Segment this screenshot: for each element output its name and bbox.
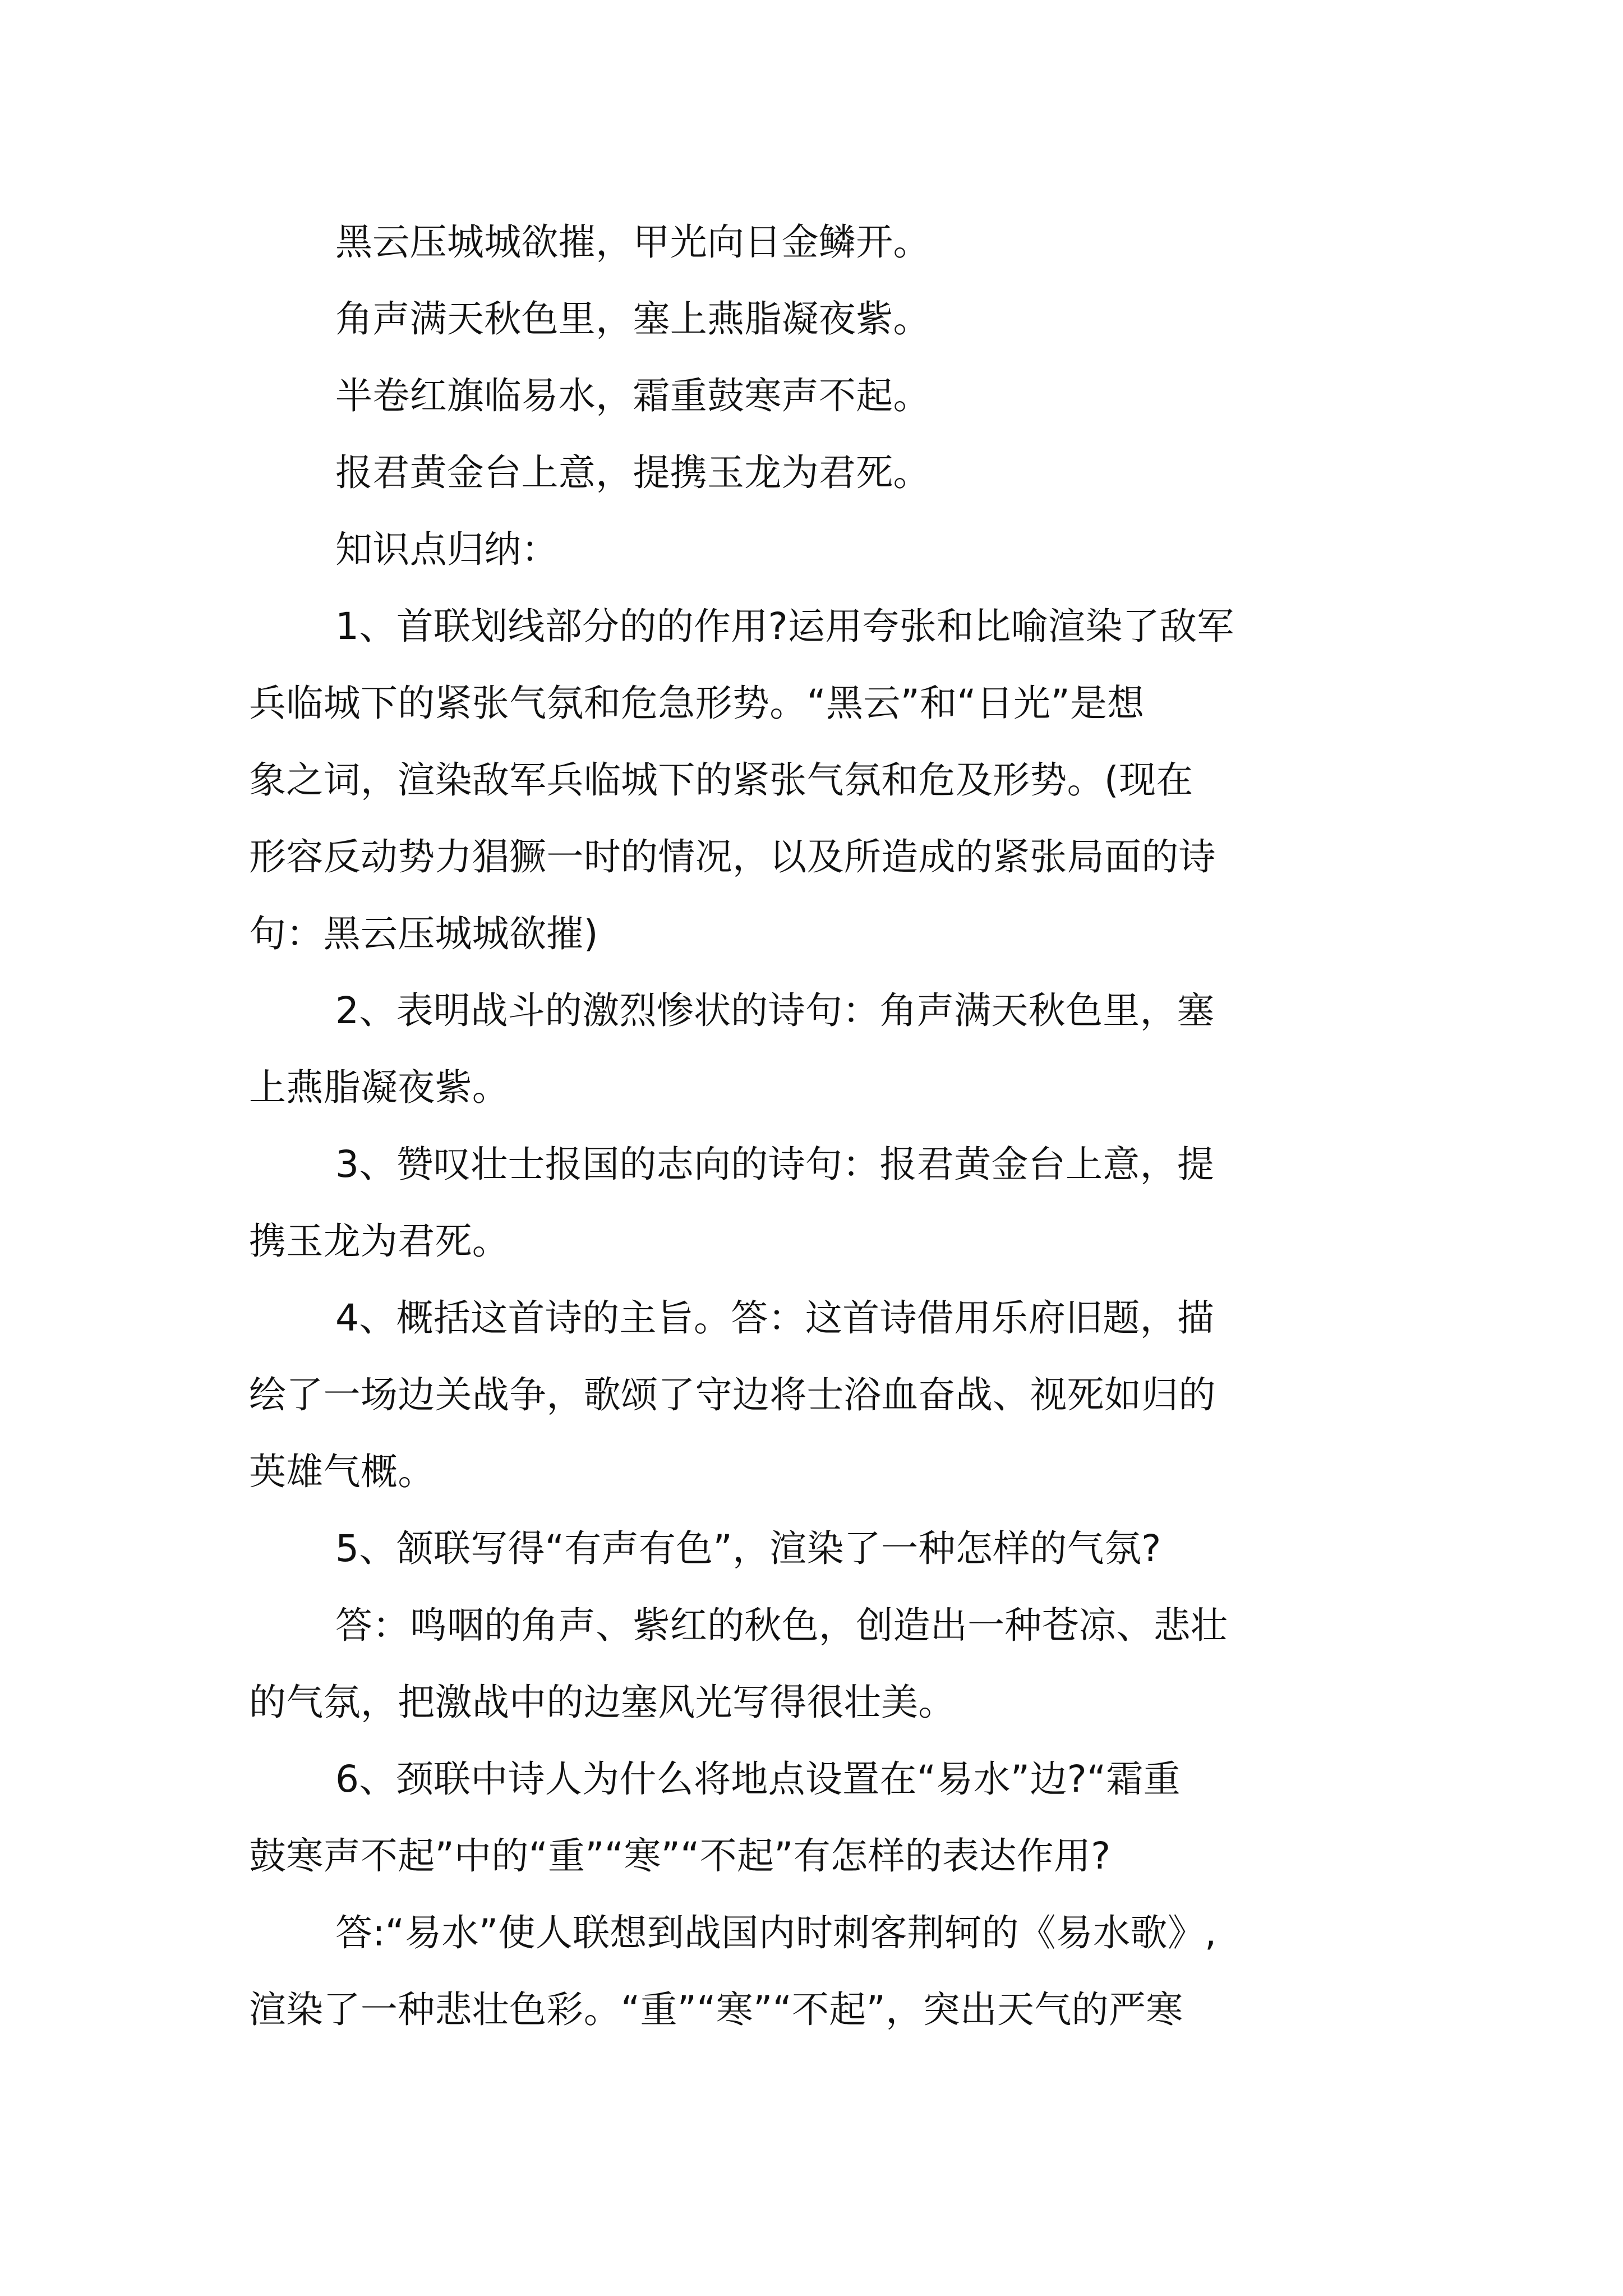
paragraph-line: 1、首联划线部分的的作用?运用夸张和比喻渲染了敌军 <box>335 605 1234 648</box>
paragraph-line: 形容反动势力猖獗一时的情况，以及所造成的紧张局面的诗 <box>249 835 1216 878</box>
paragraph-line: 句：黑云压城城欲摧) <box>249 912 598 955</box>
paragraph-line: 绘了一场边关战争，歌颂了守边将士浴血奋战、视死如归的 <box>249 1373 1216 1416</box>
poem-line-3: 半卷红旗临易水，霜重鼓寒声不起。 <box>335 374 930 417</box>
paragraph-line: 携玉龙为君死。 <box>249 1220 510 1263</box>
paragraph-line: 兵临城下的紧张气氛和危急形势。“黑云”和“日光”是想 <box>249 682 1145 725</box>
paragraph-line: 5、颔联写得“有声有色”，渲染了一种怎样的气氛? <box>335 1527 1161 1570</box>
section-heading: 知识点归纳： <box>335 528 559 571</box>
paragraph-line: 英雄气概。 <box>249 1450 435 1493</box>
paragraph-line: 2、表明战斗的激烈惨状的诗句：角声满天秋色里，塞 <box>335 989 1215 1032</box>
paragraph-line: 鼓寒声不起”中的“重”“寒”“不起”有怎样的表达作用? <box>249 1834 1111 1878</box>
paragraph-line: 的气氛，把激战中的边塞风光写得很壮美。 <box>249 1681 956 1724</box>
paragraph-line: 3、赞叹壮士报国的志向的诗句：报君黄金台上意，提 <box>335 1143 1215 1186</box>
paragraph-line: 渲染了一种悲壮色彩。“重”“寒”“不起”，突出天气的严寒 <box>249 1988 1183 2031</box>
paragraph-line: 答：鸣咽的角声、紫红的秋色，创造出一种苍凉、悲壮 <box>335 1604 1228 1647</box>
poem-line-1: 黑云压城城欲摧，甲光向日金鳞开。 <box>335 220 930 264</box>
paragraph-line: 6、颈联中诗人为什么将地点设置在“易水”边?“霜重 <box>335 1757 1181 1801</box>
paragraph-line: 答:“易水”使人联想到战国内时刺客荆轲的《易水歌》, <box>335 1911 1217 1954</box>
paragraph-line: 上燕脂凝夜紫。 <box>249 1066 510 1109</box>
paragraph-line: 象之词，渲染敌军兵临城下的紧张气氛和危及形势。(现在 <box>249 758 1193 802</box>
paragraph-line: 4、概括这首诗的主旨。答：这首诗借用乐府旧题，描 <box>335 1296 1215 1340</box>
poem-line-2: 角声满天秋色里，塞上燕脂凝夜紫。 <box>335 297 930 341</box>
poem-line-4: 报君黄金台上意，提携玉龙为君死。 <box>335 451 930 494</box>
